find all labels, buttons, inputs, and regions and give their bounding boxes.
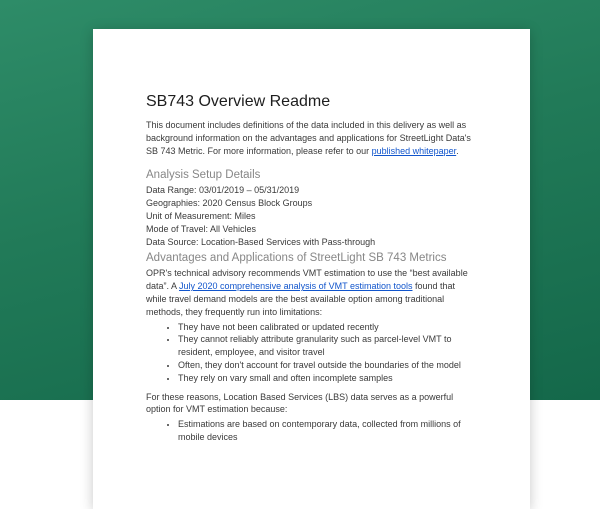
advantages-text-before-link: OPR's technical advisory recommends VMT estimation to use the “best available data”. A [146, 268, 468, 292]
vmt-analysis-link[interactable]: July 2020 comprehensive analysis of VMT estimation tools [179, 281, 413, 292]
analysis-setup-details [146, 184, 476, 248]
published-whitepaper-link[interactable]: published whitepaper [371, 145, 457, 156]
detail-unit-of-measurement: Unit of Measurement: Miles [146, 210, 256, 221]
detail-geographies: Geographies: 2020 Census Block Groups [146, 198, 313, 209]
lbs-benefit-item: • Estimations are based on contemporary data, collected from millions of mobile devices [178, 418, 476, 444]
lbs-benefits-list [146, 418, 476, 444]
document-page [93, 29, 530, 509]
intro-text-before-link: This document includes definitions of the data included in this delivery as well as background information on the advantages and applications for StreetLight Data's SB 743 Metric. For more information, please refer to our [146, 120, 471, 156]
lbs-paragraph: For these reasons, Location Based Services (LBS) data serves as a powerful option for VMT estimation because: [146, 391, 454, 415]
limitation-item: • Often, they don't account for travel outside the boundaries of the model [178, 359, 476, 372]
detail-data-range: Data Range: 03/01/2019 – 05/31/2019 [146, 185, 300, 196]
limitations-list [146, 321, 476, 385]
advantages-text-after-link: found that while travel demand models are the best available option among traditional methods, they frequently run into limitations: [146, 281, 456, 317]
document-title: SB743 Overview Readme [146, 93, 331, 110]
intro-paragraph [146, 119, 476, 157]
detail-data-source: Data Source: Location-Based Services with Pass-through [146, 236, 376, 247]
advantages-heading: Advantages and Applications of StreetLight SB 743 Metrics [146, 252, 447, 265]
limitation-item: • They cannot reliably attribute granularity such as parcel-level VMT to resident, employee, and visitor travel [178, 333, 476, 359]
detail-mode-of-travel: Mode of Travel: All Vehicles [146, 223, 257, 234]
analysis-setup-heading: Analysis Setup Details [146, 169, 261, 182]
advantages-paragraph [146, 267, 476, 318]
intro-text-after-link: . [456, 145, 459, 156]
limitation-item: • They rely on vary small and often incomplete samples [178, 372, 476, 385]
limitation-item: • They have not been calibrated or updated recently [178, 321, 476, 334]
